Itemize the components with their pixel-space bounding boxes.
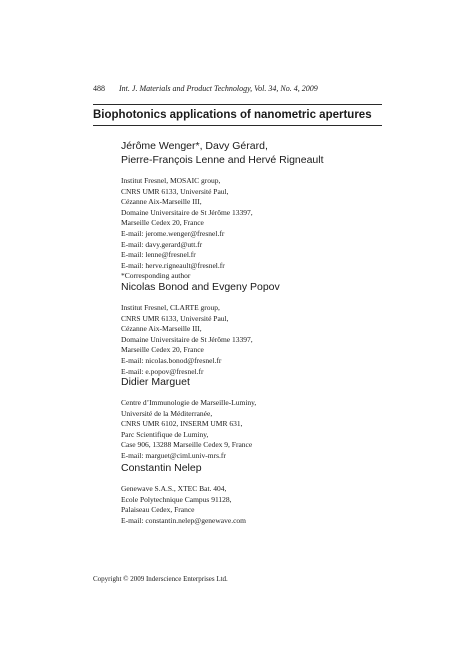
affiliation-line: Domaine Universitaire de St Jérôme 13397, bbox=[121, 207, 253, 217]
affiliation-line: Case 906, 13288 Marseille Cedex 9, France bbox=[121, 440, 253, 450]
author-line: Nicolas Bonod and Evgeny Popov bbox=[121, 281, 280, 293]
author-names bbox=[121, 280, 280, 294]
affiliation-line: Genewave S.A.S., XTEC Bat. 404, bbox=[121, 484, 227, 493]
header-rule-top bbox=[93, 104, 382, 105]
affiliation-line: CNRS UMR 6102, INSERM UMR 631, bbox=[121, 419, 243, 429]
email-line: E-mail: jerome.wenger@fresnel.fr bbox=[121, 228, 225, 238]
email-line: E-mail: lenne@fresnel.fr bbox=[121, 250, 196, 260]
affiliation bbox=[121, 398, 256, 462]
author-line: Pierre-François Lenne and Hervé Rigneault bbox=[121, 154, 324, 166]
affiliation-line: Ecole Polytechnique Campus 91128, bbox=[121, 494, 232, 504]
affiliation bbox=[121, 303, 280, 377]
author-block-marguet bbox=[121, 375, 256, 462]
email-line: E-mail: nicolas.bonod@fresnel.fr bbox=[121, 355, 222, 365]
affiliation-line: Palaiseau Cedex, France bbox=[121, 505, 195, 515]
affiliation-line: Université de la Méditerranée, bbox=[121, 408, 213, 418]
affiliation-line: CNRS UMR 6133, Université Paul, bbox=[121, 186, 229, 196]
affiliation-line: Cézanne Aix-Marseille III, bbox=[121, 197, 202, 207]
email-line: E-mail: constantin.nelep@genewave.com bbox=[121, 515, 246, 525]
author-line: Constantin Nelep bbox=[121, 462, 202, 474]
copyright-notice: Copyright © 2009 Inderscience Enterprises Ltd. bbox=[93, 575, 228, 583]
author-block-bonod-popov bbox=[121, 280, 280, 377]
author-names bbox=[121, 139, 324, 167]
header-rule-bottom bbox=[93, 125, 382, 126]
affiliation-line: Centre d’Immunologie de Marseille-Luminy, bbox=[121, 398, 257, 407]
author-block-nelep bbox=[121, 461, 246, 526]
affiliation-line: Marseille Cedex 20, France bbox=[121, 218, 204, 228]
journal-citation: Int. J. Materials and Product Technology, Vol. 34, No. 4, 2009 bbox=[119, 84, 318, 93]
affiliation-line: Domaine Universitaire de St Jérôme 13397, bbox=[121, 334, 253, 344]
email-line: E-mail: davy.gerard@utt.fr bbox=[121, 239, 203, 249]
affiliation-line: Marseille Cedex 20, France bbox=[121, 345, 204, 355]
email-line: E-mail: herve.rigneault@fresnel.fr bbox=[121, 260, 225, 270]
affiliation bbox=[121, 176, 324, 282]
author-block-wenger bbox=[121, 139, 324, 282]
affiliation bbox=[121, 484, 246, 526]
paper-title: Biophotonics applications of nanometric apertures bbox=[93, 109, 372, 121]
page-number: 488 bbox=[93, 84, 105, 93]
author-line: Didier Marguet bbox=[121, 376, 190, 388]
email-line: E-mail: marguet@ciml.univ-mrs.fr bbox=[121, 450, 226, 460]
email-line: E-mail: e.popov@fresnel.fr bbox=[121, 366, 204, 376]
corresponding-author-note: *Corresponding author bbox=[121, 271, 191, 281]
author-line: Jérôme Wenger*, Davy Gérard, bbox=[121, 140, 268, 152]
running-header bbox=[93, 84, 383, 93]
affiliation-line: Institut Fresnel, MOSAIC group, bbox=[121, 176, 221, 185]
affiliation-line: Institut Fresnel, CLARTE group, bbox=[121, 303, 220, 312]
affiliation-line: Cézanne Aix-Marseille III, bbox=[121, 324, 202, 334]
affiliation-line: CNRS UMR 6133, Université Paul, bbox=[121, 313, 229, 323]
author-names bbox=[121, 461, 246, 475]
author-names bbox=[121, 375, 256, 389]
affiliation-line: Parc Scientifique de Luminy, bbox=[121, 429, 209, 439]
